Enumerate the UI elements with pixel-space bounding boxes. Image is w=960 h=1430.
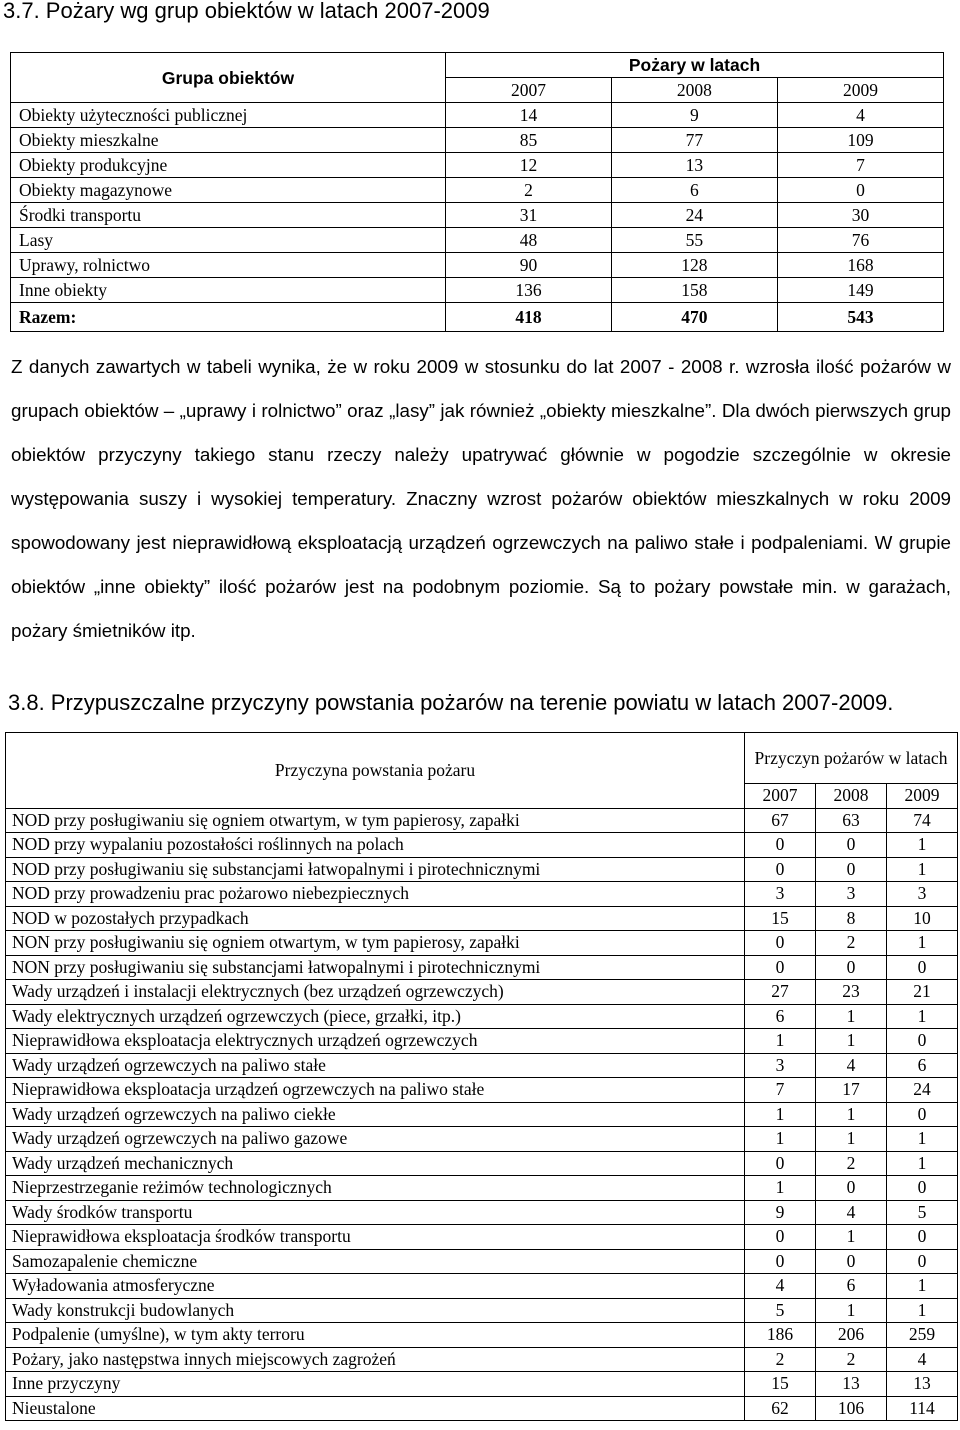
row-value: 4 (745, 1274, 816, 1299)
row-value: 1 (745, 1176, 816, 1201)
table-row (6, 1347, 958, 1372)
row-value: 1 (887, 1127, 958, 1152)
row-value: 2 (816, 931, 887, 956)
row-value: 3 (887, 882, 958, 907)
row-value: 5 (745, 1298, 816, 1323)
row-value: 0 (816, 833, 887, 858)
table-row (11, 178, 944, 203)
row-value: 0 (887, 1102, 958, 1127)
row-value: 0 (745, 833, 816, 858)
table-row (6, 1078, 958, 1103)
row-value: 0 (777, 178, 943, 203)
table-header-row (11, 53, 944, 78)
fire-causes-table (5, 732, 958, 1421)
row-value: 0 (887, 1176, 958, 1201)
total-value: 418 (446, 303, 612, 332)
table-row (11, 103, 944, 128)
row-value: 1 (816, 1225, 887, 1250)
row-value: 21 (887, 980, 958, 1005)
row-label: NON przy posługiwaniu się ogniem otwartym, w tym papierosy, zapałki (6, 931, 745, 956)
row-value: 13 (611, 153, 777, 178)
row-value: 1 (816, 1102, 887, 1127)
row-value: 1 (745, 1102, 816, 1127)
row-label: Samozapalenie chemiczne (6, 1249, 745, 1274)
row-label: Lasy (11, 228, 446, 253)
row-value: 55 (611, 228, 777, 253)
row-label: Nieprzestrzeganie reżimów technologicznych (6, 1176, 745, 1201)
row-label: NON przy posługiwaniu się substancjami łatwopalnymi i pirotechnicznymi (6, 955, 745, 980)
row-value: 85 (446, 128, 612, 153)
column-header-cause: Przyczyna powstania pożaru (6, 733, 745, 809)
table-row (6, 833, 958, 858)
row-value: 24 (887, 1078, 958, 1103)
row-value: 9 (611, 103, 777, 128)
row-value: 7 (745, 1078, 816, 1103)
row-label: Wady urządzeń ogrzewczych na paliwo gazowe (6, 1127, 745, 1152)
analysis-paragraph: Z danych zawartych w tabeli wynika, że w roku 2009 w stosunku do lat 2007 - 2008 r. wzrosła ilość pożarów w grupach obiektów – „uprawy i rolnictwo” oraz „lasy” jak również „obiekty mieszkalne”. Dla dwóch pierwszych grup obiektów przyczyny takiego stanu rzeczy należy upatrywać głównie w pogodzie szczególnie w okresie występowania suszy i wysokiej temperatury. Znaczny wzrost pożarów obiektów mieszkalnych w roku 2009 spowodowany jest nieprawidłową eksploatacją urządzeń ogrzewczych na paliwo stałe i podpaleniami. W grupie obiektów „inne obiekty” ilość pożarów jest na podobnym poziomie. Są to pożary powstałe min. w garażach, pożary śmietników itp. (11, 356, 951, 641)
row-value: 1 (887, 1151, 958, 1176)
row-value: 10 (887, 906, 958, 931)
table-row (6, 1396, 958, 1421)
fires-by-object-group-table (10, 52, 944, 332)
table-row (6, 1298, 958, 1323)
row-value: 2 (745, 1347, 816, 1372)
row-label: Nieprawidłowa eksploatacja środków transportu (6, 1225, 745, 1250)
row-label: Obiekty mieszkalne (11, 128, 446, 153)
row-value: 0 (816, 857, 887, 882)
column-header-count: Przyczyn pożarów w latach (745, 733, 958, 784)
year-header: 2008 (611, 78, 777, 103)
row-label: Podpalenie (umyślne), w tym akty terroru (6, 1323, 745, 1348)
row-label: Nieprawidłowa eksploatacja elektrycznych urządzeń ogrzewczych (6, 1029, 745, 1054)
row-value: 0 (745, 857, 816, 882)
table-row (6, 1323, 958, 1348)
row-label: NOD przy posługiwaniu się ogniem otwartym, w tym papierosy, zapałki (6, 808, 745, 833)
row-value: 0 (887, 1249, 958, 1274)
row-label: Wady elektrycznych urządzeń ogrzewczych (piece, grzałki, itp.) (6, 1004, 745, 1029)
row-value: 0 (745, 1225, 816, 1250)
row-label: Pożary, jako następstwa innych miejscowych zagrożeń (6, 1347, 745, 1372)
table-row (11, 278, 944, 303)
total-value: 470 (611, 303, 777, 332)
row-value: 6 (887, 1053, 958, 1078)
row-value: 0 (887, 1225, 958, 1250)
row-value: 3 (816, 882, 887, 907)
table-row (6, 882, 958, 907)
column-header-years: Pożary w latach (446, 53, 944, 78)
year-header: 2007 (446, 78, 612, 103)
row-value: 109 (777, 128, 943, 153)
row-label: Wyładowania atmosferyczne (6, 1274, 745, 1299)
row-label: NOD w pozostałych przypadkach (6, 906, 745, 931)
total-label: Razem: (11, 303, 446, 332)
row-value: 5 (887, 1200, 958, 1225)
row-label: Inne obiekty (11, 278, 446, 303)
total-value: 543 (777, 303, 943, 332)
table-row (6, 857, 958, 882)
row-value: 136 (446, 278, 612, 303)
row-label: NOD przy prowadzeniu prac pożarowo niebezpiecznych (6, 882, 745, 907)
row-value: 62 (745, 1396, 816, 1421)
table-row (6, 1029, 958, 1054)
row-value: 48 (446, 228, 612, 253)
row-value: 14 (446, 103, 612, 128)
row-label: Nieustalone (6, 1396, 745, 1421)
row-value: 0 (745, 1249, 816, 1274)
table-row (6, 1053, 958, 1078)
row-label: Środki transportu (11, 203, 446, 228)
row-value: 0 (816, 1176, 887, 1201)
row-value: 31 (446, 203, 612, 228)
table-row (11, 228, 944, 253)
row-value: 24 (611, 203, 777, 228)
table-row (6, 1004, 958, 1029)
table-row (6, 1102, 958, 1127)
row-label: Wady konstrukcji budowlanych (6, 1298, 745, 1323)
row-label: Wady urządzeń ogrzewczych na paliwo ciekłe (6, 1102, 745, 1127)
row-value: 8 (816, 906, 887, 931)
table-row (6, 906, 958, 931)
row-value: 0 (816, 1249, 887, 1274)
row-value: 1 (887, 833, 958, 858)
row-value: 1 (816, 1029, 887, 1054)
row-value: 76 (777, 228, 943, 253)
table-row (6, 1127, 958, 1152)
row-label: Wady urządzeń ogrzewczych na paliwo stałe (6, 1053, 745, 1078)
row-value: 4 (816, 1200, 887, 1225)
row-value: 1 (745, 1029, 816, 1054)
row-value: 6 (816, 1274, 887, 1299)
table-row (6, 980, 958, 1005)
table-row (6, 955, 958, 980)
row-value: 6 (745, 1004, 816, 1029)
table-header-row (6, 733, 958, 784)
row-value: 259 (887, 1323, 958, 1348)
row-value: 0 (745, 955, 816, 980)
row-value: 149 (777, 278, 943, 303)
section-heading-objects: 3.7. Pożary wg grup obiektów w latach 2007-2009 (3, 0, 490, 23)
row-value: 15 (745, 906, 816, 931)
row-value: 13 (816, 1372, 887, 1397)
row-value: 90 (446, 253, 612, 278)
row-value: 1 (816, 1298, 887, 1323)
row-value: 4 (777, 103, 943, 128)
table-row (11, 153, 944, 178)
row-value: 4 (816, 1053, 887, 1078)
row-label: Wady środków transportu (6, 1200, 745, 1225)
row-value: 27 (745, 980, 816, 1005)
row-label: NOD przy posługiwaniu się substancjami łatwopalnymi i pirotechnicznymi (6, 857, 745, 882)
row-value: 0 (887, 955, 958, 980)
row-label: Nieprawidłowa eksploatacja urządzeń ogrzewczych na paliwo stałe (6, 1078, 745, 1103)
row-value: 23 (816, 980, 887, 1005)
row-label: Wady urządzeń mechanicznych (6, 1151, 745, 1176)
year-header: 2009 (777, 78, 943, 103)
row-value: 0 (887, 1029, 958, 1054)
row-value: 4 (887, 1347, 958, 1372)
row-value: 158 (611, 278, 777, 303)
row-value: 1 (816, 1127, 887, 1152)
row-value: 168 (777, 253, 943, 278)
row-label: Wady urządzeń i instalacji elektrycznych (bez urządzeń ogrzewczych) (6, 980, 745, 1005)
row-value: 1 (887, 1298, 958, 1323)
row-value: 106 (816, 1396, 887, 1421)
table-row (6, 808, 958, 833)
row-value: 1 (745, 1127, 816, 1152)
row-label: Uprawy, rolnictwo (11, 253, 446, 278)
row-label: Obiekty produkcyjne (11, 153, 446, 178)
row-value: 3 (745, 882, 816, 907)
year-header: 2008 (816, 784, 887, 809)
year-header: 2007 (745, 784, 816, 809)
table-row (6, 1249, 958, 1274)
row-value: 1 (887, 857, 958, 882)
row-label: NOD przy wypalaniu pozostałości roślinnych na polach (6, 833, 745, 858)
table-row (6, 1225, 958, 1250)
row-value: 63 (816, 808, 887, 833)
row-value: 1 (887, 1004, 958, 1029)
row-label: Inne przyczyny (6, 1372, 745, 1397)
row-value: 74 (887, 808, 958, 833)
row-value: 186 (745, 1323, 816, 1348)
table-row (11, 253, 944, 278)
section-heading-causes: 3.8. Przypuszczalne przyczyny powstania pożarów na terenie powiatu w latach 2007-2009. (8, 690, 894, 715)
row-value: 12 (446, 153, 612, 178)
year-header: 2009 (887, 784, 958, 809)
row-value: 30 (777, 203, 943, 228)
row-value: 2 (816, 1151, 887, 1176)
row-value: 1 (816, 1004, 887, 1029)
table-row (6, 1176, 958, 1201)
row-value: 9 (745, 1200, 816, 1225)
row-value: 114 (887, 1396, 958, 1421)
row-value: 67 (745, 808, 816, 833)
row-value: 15 (745, 1372, 816, 1397)
table-row (6, 1200, 958, 1225)
row-value: 77 (611, 128, 777, 153)
row-label: Obiekty użyteczności publicznej (11, 103, 446, 128)
row-value: 6 (611, 178, 777, 203)
column-header-group: Grupa obiektów (11, 53, 446, 103)
row-value: 1 (887, 931, 958, 956)
row-value: 7 (777, 153, 943, 178)
row-value: 2 (816, 1347, 887, 1372)
table-row (6, 1372, 958, 1397)
table-total-row (11, 303, 944, 332)
table-row (6, 931, 958, 956)
row-value: 1 (887, 1274, 958, 1299)
table-row (11, 203, 944, 228)
row-value: 0 (745, 931, 816, 956)
row-value: 13 (887, 1372, 958, 1397)
table-row (6, 1274, 958, 1299)
row-value: 128 (611, 253, 777, 278)
row-value: 3 (745, 1053, 816, 1078)
table-row (6, 1151, 958, 1176)
row-value: 2 (446, 178, 612, 203)
row-value: 17 (816, 1078, 887, 1103)
row-label: Obiekty magazynowe (11, 178, 446, 203)
table-row (11, 128, 944, 153)
row-value: 0 (816, 955, 887, 980)
row-value: 206 (816, 1323, 887, 1348)
row-value: 0 (745, 1151, 816, 1176)
